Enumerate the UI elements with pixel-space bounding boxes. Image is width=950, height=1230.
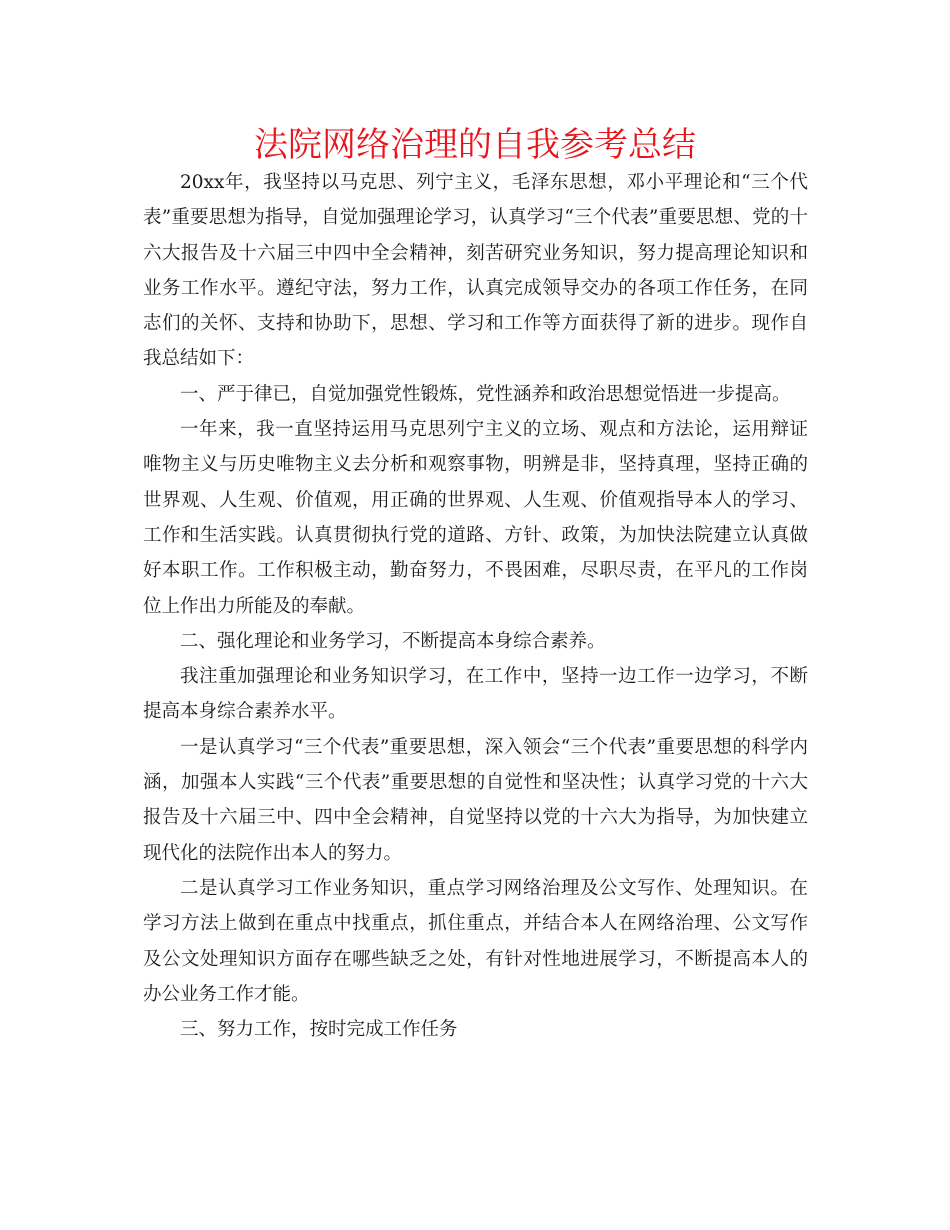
- document-title: 法院网络治理的自我参考总结: [254, 125, 696, 165]
- paragraph-section-2: 我注重加强理论和业务知识学习，在工作中，坚持一边工作一边学习，不断提高本身综合素养水平。: [143, 666, 808, 723]
- paragraph-intro: 20xx年，我坚持以马克思、列宁主义，毛泽东思想，邓小平理论和“三个代表”重要思想为指导，自觉加强理论学习，认真学习“三个代表”重要思想、党的十六大报告及十六届三中四中全会精神，刻苦研究业务知识，努力提高理论知识和业务工作水平。遵纪守法，努力工作，认真完成领导交办的各项工作任务，在同志们的关怀、支持和协助下，思想、学习和工作等方面获得了新的进步。现作自我总结如下：: [143, 172, 808, 370]
- section-heading-1: 一、严于律已，自觉加强党性锻炼，党性涵养和政治思想觉悟进一步提高。: [180, 383, 791, 405]
- paragraph-point-1: 一是认真学习“三个代表”重要思想，深入领会“三个代表”重要思想的科学内涵，加强本人实践“三个代表”重要思想的自觉性和坚决性；认真学习党的十六大报告及十六届三中、四中全会精神，自觉坚持以党的十六大为指导，为加快建立现代化的法院作出本人的努力。: [143, 736, 808, 864]
- paragraph-point-2: 二是认真学习工作业务知识，重点学习网络治理及公文写作、处理知识。在学习方法上做到在重点中找重点，抓住重点，并结合本人在网络治理、公文写作及公文处理知识方面存在哪些缺乏之处，有针对性地进展学习，不断提高本人的办公业务工作才能。: [143, 877, 808, 1005]
- document-body: [143, 165, 808, 1047]
- section-heading-3: 三、努力工作，按时完成工作任务: [180, 1019, 458, 1041]
- section-heading-2: 二、强化理论和业务学习，不断提高本身综合素养。: [180, 630, 606, 652]
- paragraph-section-1: 一年来，我一直坚持运用马克思列宁主义的立场、观点和方法论，运用辩证唯物主义与历史唯物主义去分析和观察事物，明辨是非，坚持真理，坚持正确的世界观、人生观、价值观，用正确的世界观、人生观、价值观指导本人的学习、工作和生活实践。认真贯彻执行党的道路、方针、政策，为加快法院建立认真做好本职工作。工作积极主动，勤奋努力，不畏困难，尽职尽责，在平凡的工作岗位上作出力所能及的奉献。: [143, 419, 808, 617]
